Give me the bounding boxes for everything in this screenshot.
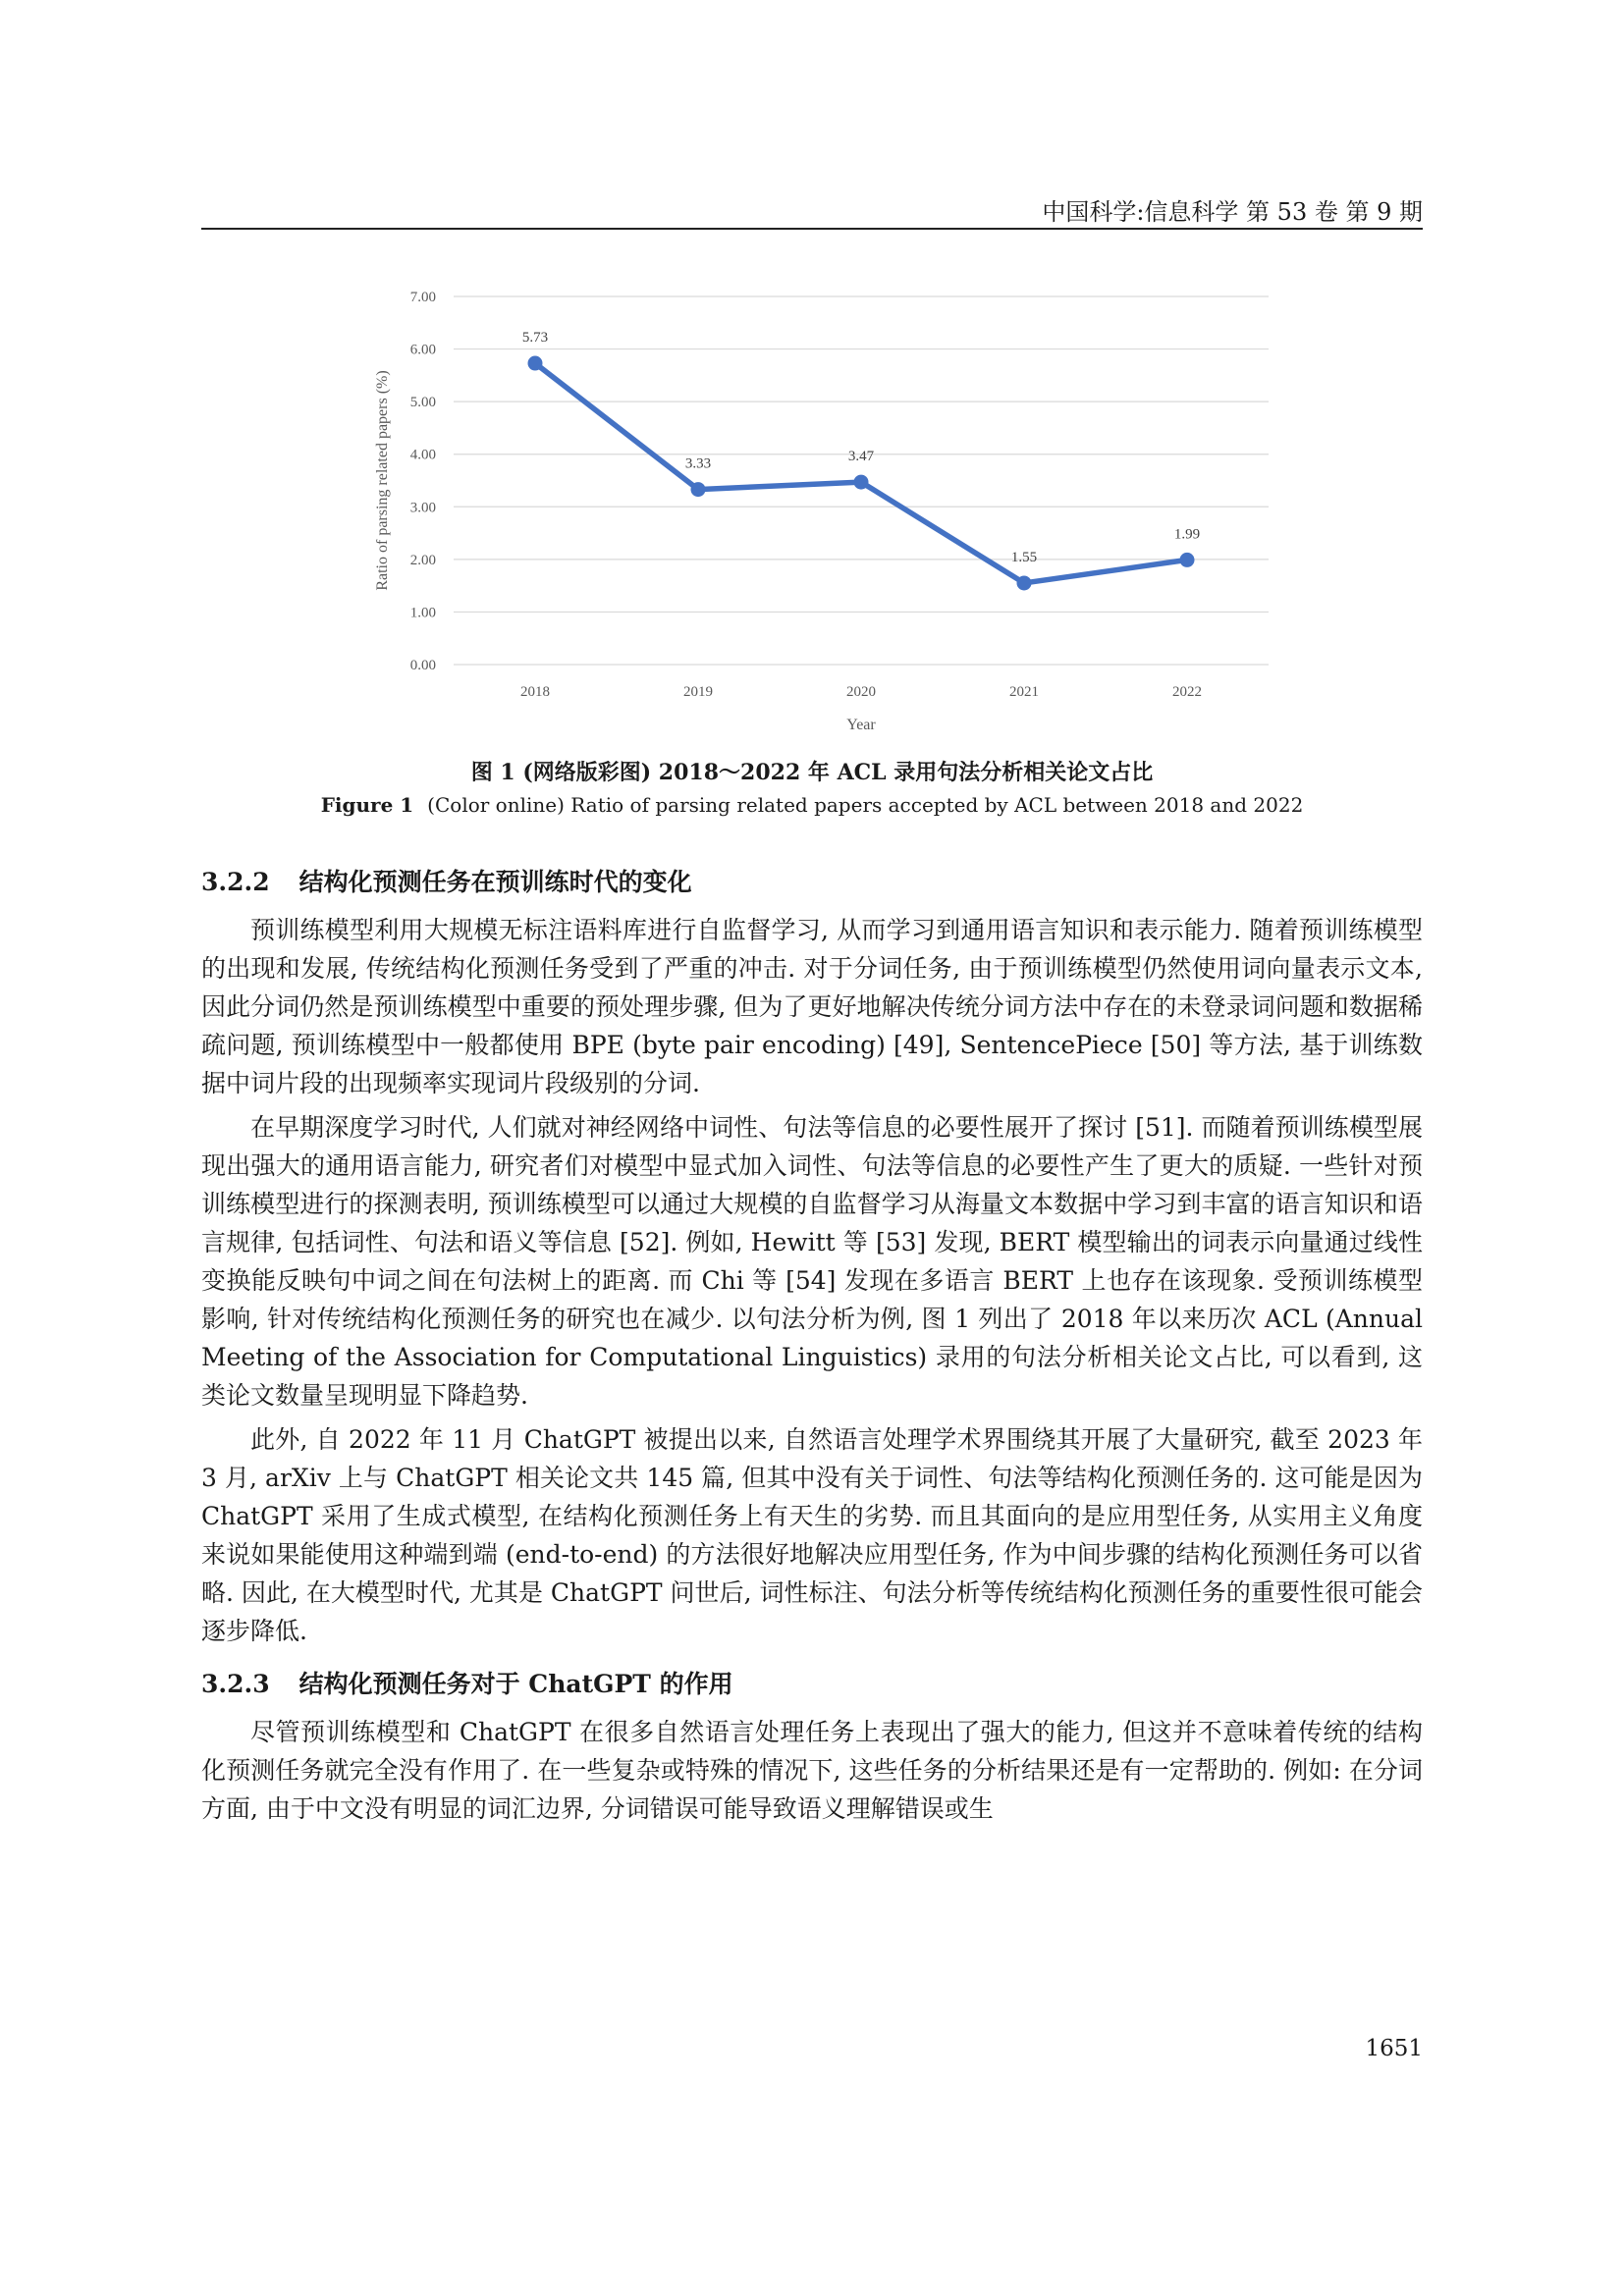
- x-axis-title: Year: [846, 717, 876, 733]
- y-tick-label: 2.00: [409, 552, 436, 568]
- data-label: 3.33: [684, 455, 712, 472]
- y-tick-label: 3.00: [409, 500, 436, 516]
- figure-caption-cn: 图 1 (网络版彩图) 2018～2022 年 ACL 录用句法分析相关论文占比: [470, 760, 1154, 785]
- section-title: 结构化预测任务在预训练时代的变化: [298, 868, 692, 896]
- y-tick-label: 7.00: [409, 290, 436, 305]
- data-point: [1180, 553, 1195, 567]
- figure-caption-en-text: (Color online) Ratio of parsing related papers accepted by ACL between 2018 and 2022: [427, 793, 1304, 817]
- paragraph: 此外, 自 2022 年 11 月 ChatGPT 被提出以来, 自然语言处理学术界围绕其开展了大量研究, 截至 2023 年 3 月, arXiv 上与 ChatGPT 相关论文共 145 篇, 但其中没有关于词性、句法等结构化预测任务的. 这可能是因为 ChatGPT 采用了生成式模型, 在结构化预测任务上有天生的劣势. 而且其面向的是应用型任务, 从实用主义角度来说如果能使用这种端到端 (end-to-end) 的方法很好地解决应用型任务, 作为中间步骤的结构化预测任务可以省略. 因此, 在大模型时代, 尤其是 ChatGPT 问世后, 词性标注、句法分析等传统结构化预测任务的重要性很可能会逐步降低.: [201, 1425, 1423, 1645]
- data-point: [854, 475, 869, 490]
- figure-captions: [201, 756, 1423, 821]
- body-text: [201, 864, 1423, 1834]
- figure-caption-en: [201, 789, 1423, 821]
- paragraph: 预训练模型利用大规模无标注语料库进行自监督学习, 从而学习到通用语言知识和表示能力. 随着预训练模型的出现和发展, 传统结构化预测任务受到了严重的冲击. 对于分词任务, 由于预训练模型仍然使用词向量表示文本, 因此分词仍然是预训练模型中重要的预处理步骤, 但为了更好地解决传统分词方法中存在的未登录词问题和数据稀疏问题, 预训练模型中一般都使用 BPE (byte pair encoding) [49], SentencePiece [50] 等方法, 基于训练数据中词片段的出现频率实现词片段级别的分词.: [201, 916, 1423, 1097]
- data-label: 1.99: [1173, 526, 1201, 543]
- y-tick-label: 4.00: [409, 447, 436, 463]
- x-tick-label: 2021: [1009, 684, 1039, 700]
- figure-1: [363, 277, 1276, 738]
- x-tick-label: 2020: [846, 684, 876, 700]
- data-point: [1017, 575, 1032, 590]
- paragraph: 尽管预训练模型和 ChatGPT 在很多自然语言处理任务上表现出了强大的能力, 但这并不意味着传统的结构化预测任务就完全没有作用了. 在一些复杂或特殊的情况下, 这些任务的分析结果还是有一定帮助的. 例如: 在分词方面, 由于中文没有明显的词汇边界, 分词错误可能导致语义理解错误或生: [201, 1718, 1423, 1823]
- paragraph: 在早期深度学习时代, 人们就对神经网络中词性、句法等信息的必要性展开了探讨 [51]. 而随着预训练模型展现出强大的通用语言能力, 研究者们对模型中显式加入词性、句法等信息的必要性产生了更大的质疑. 一些针对预训练模型进行的探测表明, 预训练模型可以通过大规模的自监督学习从海量文本数据中学习到丰富的语言知识和语言规律, 包括词性、句法和语义等信息 [52]. 例如, Hewitt 等 [53] 发现, BERT 模型输出的词表示向量通过线性变换能反映句中词之间在句法树上的距离. 而 Chi 等 [54] 发现在多语言 BERT 上也存在该现象. 受预训练模型影响, 针对传统结构化预测任务的研究也在减少. 以句法分析为例, 图 1 列出了 2018 年以来历次 ACL (Annual Meeting of the Association for Computational Linguistics) 录用的句法分析相关论文占比, 可以看到, 这类论文数量呈现明显下降趋势.: [201, 1113, 1423, 1410]
- page-number: 1651: [1365, 2036, 1423, 2061]
- x-tick-label: 2018: [520, 684, 550, 700]
- figure-caption-en-label: Figure 1: [320, 793, 414, 817]
- y-axis-title: Ratio of parsing related papers (%): [374, 370, 391, 591]
- line-chart: [363, 277, 1276, 738]
- data-label: 1.55: [1010, 549, 1038, 565]
- data-label: 3.47: [847, 449, 875, 465]
- data-point: [528, 356, 543, 371]
- x-tick-label: 2019: [683, 684, 713, 700]
- y-tick-label: 1.00: [409, 605, 436, 621]
- section-heading-3-2-3: [201, 1666, 1423, 1703]
- series-line: [535, 363, 1187, 583]
- section-title: 结构化预测任务对于 ChatGPT 的作用: [298, 1670, 733, 1698]
- section-number: 3.2.3: [201, 1670, 270, 1698]
- data-point: [691, 482, 706, 497]
- section-heading-3-2-2: [201, 864, 1423, 901]
- y-tick-label: 0.00: [409, 658, 436, 673]
- y-tick-label: 6.00: [409, 342, 436, 358]
- running-header: [201, 188, 1423, 230]
- data-label: 5.73: [521, 330, 549, 347]
- y-tick-label: 5.00: [409, 395, 436, 411]
- x-tick-label: 2022: [1172, 684, 1202, 700]
- section-number: 3.2.2: [201, 868, 270, 896]
- running-title: 中国科学:信息科学 第 53 卷 第 9 期: [1042, 198, 1423, 226]
